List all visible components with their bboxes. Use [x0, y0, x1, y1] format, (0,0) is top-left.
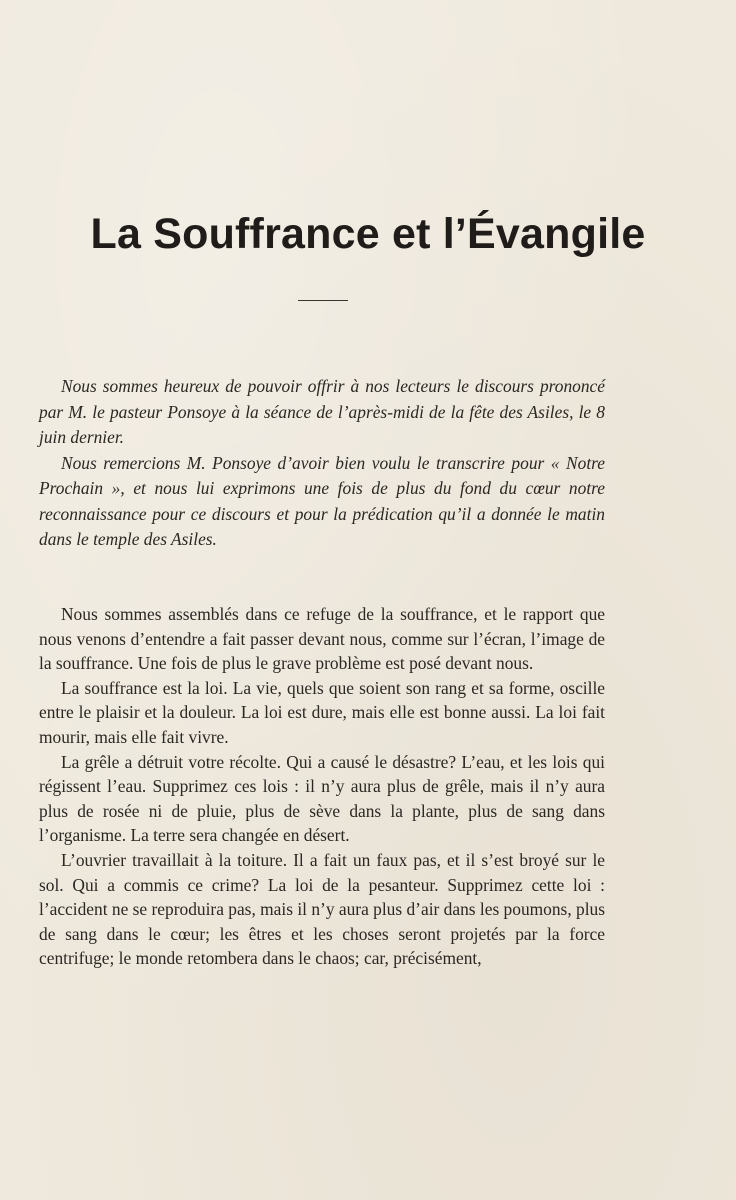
- body-paragraph: La souffrance est la loi. La vie, quels que soient son rang et sa forme, oscille entre le plaisir et la douleur. La loi est dure, mais elle est bonne aussi. La loi fait mourir, mais elle fait vivre.: [39, 677, 605, 747]
- article-body: [39, 602, 605, 971]
- editorial-note: [39, 374, 605, 553]
- body-paragraph: La grêle a détruit votre récolte. Qui a causé le désastre? L’eau, et les lois qui régissent l’eau. Supprimez ces lois : il n’y aura plus de grêle, mais il n’y aura plus de rosée ni de pluie, plus de sève dans la plante, plus de sang dans l’organisme. La terre sera changée en désert.: [39, 751, 605, 846]
- article-title: La Souffrance et l’Évangile: [90, 210, 646, 258]
- body-paragraph: L’ouvrier travaillait à la toiture. Il a fait un faux pas, et il s’est broyé sur le sol. Qui a commis ce crime? La loi de la pesanteur. Supprimez cette loi : l’accident ne se reproduira pas, mais il n’y aura plus d’air dans les poumons, plus de sang dans le cœur; les êtres et les choses seront projetés par la force centrifuge; le monde retombera dans le chaos; car, précisément,: [39, 849, 606, 969]
- title-divider: [298, 300, 348, 301]
- body-paragraph: Nous sommes assemblés dans ce refuge de la souffrance, et le rapport que nous venons d’entendre a fait passer devant nous, comme sur l’écran, l’image de la souffrance. Une fois de plus le grave problème est posé devant nous.: [39, 604, 605, 674]
- editorial-note-paragraph: Nous sommes heureux de pouvoir offrir à nos lecteurs le discours prononcé par M. le pasteur Ponsoye à la séance de l’après-midi de la fête des Asiles, le 8 juin dernier.: [39, 376, 605, 447]
- editorial-note-paragraph: Nous remercions M. Ponsoye d’avoir bien voulu le transcrire pour « Notre Prochain », et nous lui exprimons une fois de plus du fond du cœur notre reconnaissance pour ce discours et pour la prédication qu’il a donnée le matin dans le temple des Asiles.: [39, 452, 605, 549]
